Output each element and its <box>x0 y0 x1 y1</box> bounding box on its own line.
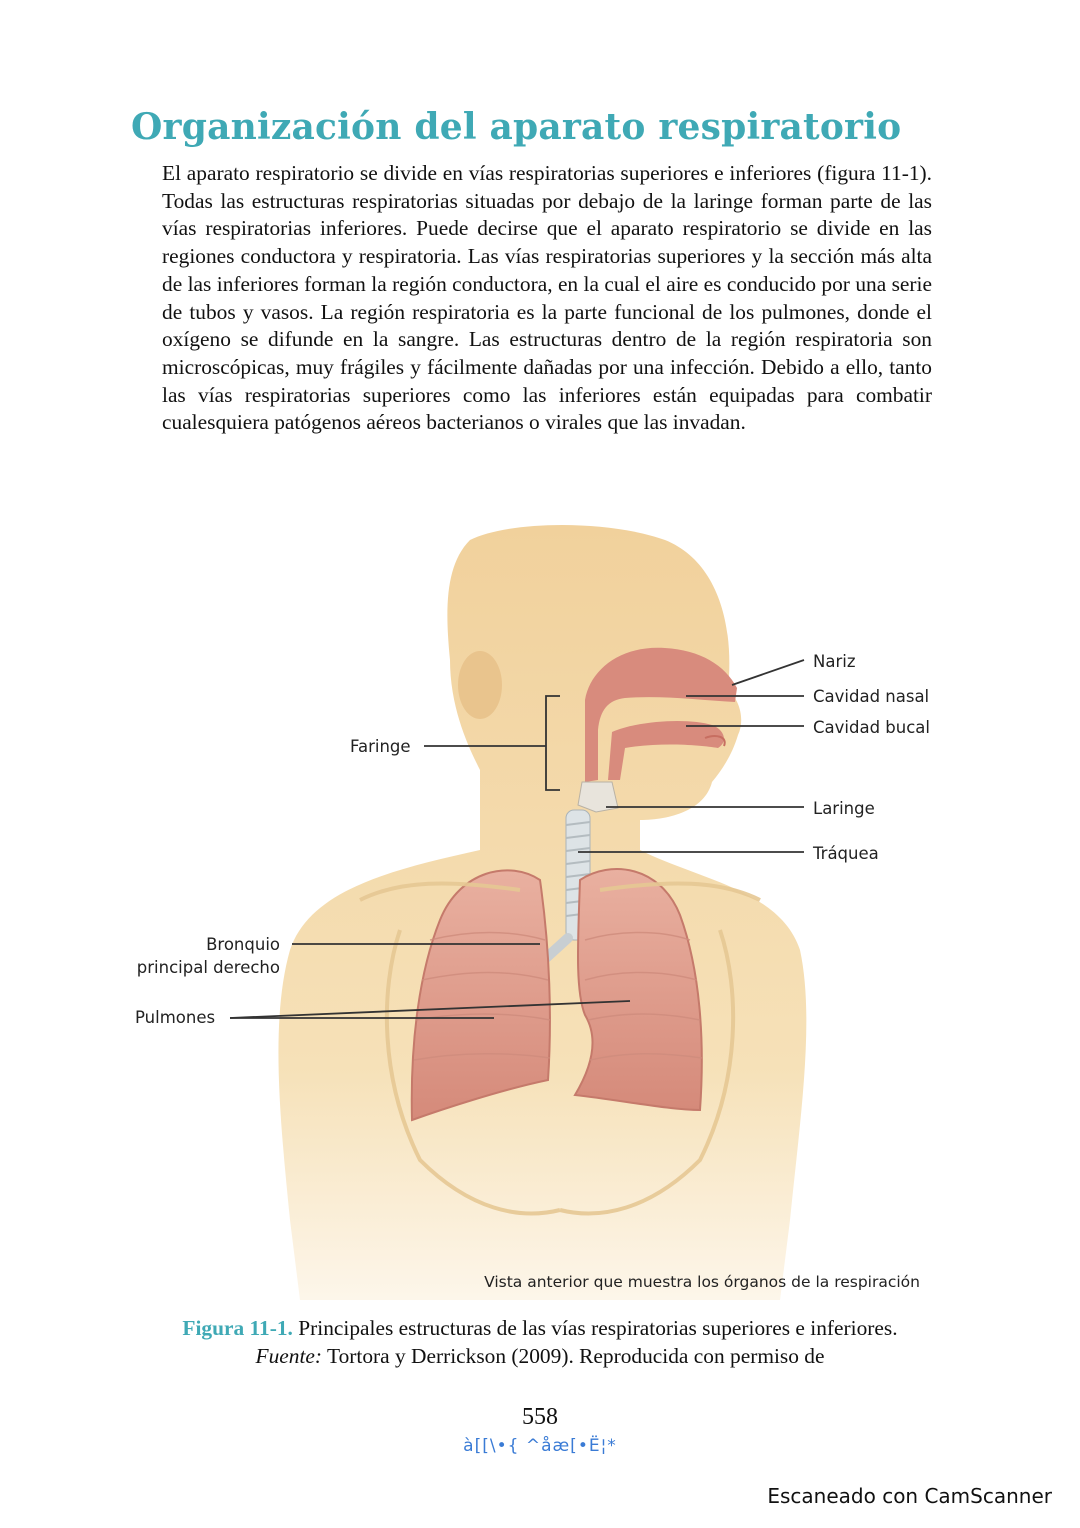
caption-source-label: Fuente: <box>255 1344 323 1368</box>
label-traquea: Tráquea <box>813 844 879 863</box>
label-bronquio: Bronquio <box>206 935 280 954</box>
label-cavidad-nasal: Cavidad nasal <box>813 687 930 706</box>
scanner-footer: Escaneado con CamScanner <box>767 1484 1052 1508</box>
figure-label: Figura 11-1. <box>182 1316 293 1340</box>
page-title: Organización del aparato respiratorio <box>131 106 902 148</box>
label-nariz: Nariz <box>813 652 856 671</box>
figure-view-caption: Vista anterior que muestra los órganos de la respiración <box>484 1273 920 1291</box>
label-pulmones: Pulmones <box>135 1008 216 1027</box>
label-cavidad-bucal: Cavidad bucal <box>813 718 930 737</box>
watermark-text: à[[\•{ ^åæ[•Ë¦* <box>463 1436 617 1456</box>
label-laringe: Laringe <box>813 799 875 818</box>
body-paragraph: El aparato respiratorio se divide en vías respiratorias superiores e inferiores (figura 11-1). Todas las estructuras respiratorias situadas por debajo de la laringe forman parte de las vías respiratorias inferiores. Puede decirse que el aparato respiratorio se divide en las regiones conductora y respiratoria. Las vías respiratorias superiores y la sección más alta de las inferiores forman la región conductora, en la cual el aire es conducido por una serie de tubos y vasos. La región respiratoria es la parte funcional de los pulmones, donde el oxígeno se difunde en la sangre. Las estructuras dentro de la región respiratoria son microscópicas, muy frágiles y fácilmente dañadas por una infección. Debido a ello, tanto las vías respiratorias superiores como las inferiores están equipadas para combatir cualesquiera patógenos aéreos bacterianos o virales que las invadan. <box>162 161 932 435</box>
caption-text-1: Principales estructuras de las vías respiratorias superiores e inferiores. <box>292 1316 898 1340</box>
respiratory-figure <box>0 520 1080 1300</box>
page-number: 558 <box>522 1404 558 1430</box>
label-bronquio-line2: principal derecho <box>136 958 280 977</box>
figure-caption <box>150 1314 930 1370</box>
label-faringe: Faringe <box>350 737 411 756</box>
caption-text-2: Tortora y Derrickson (2009). Reproducida con permiso de <box>322 1344 825 1368</box>
